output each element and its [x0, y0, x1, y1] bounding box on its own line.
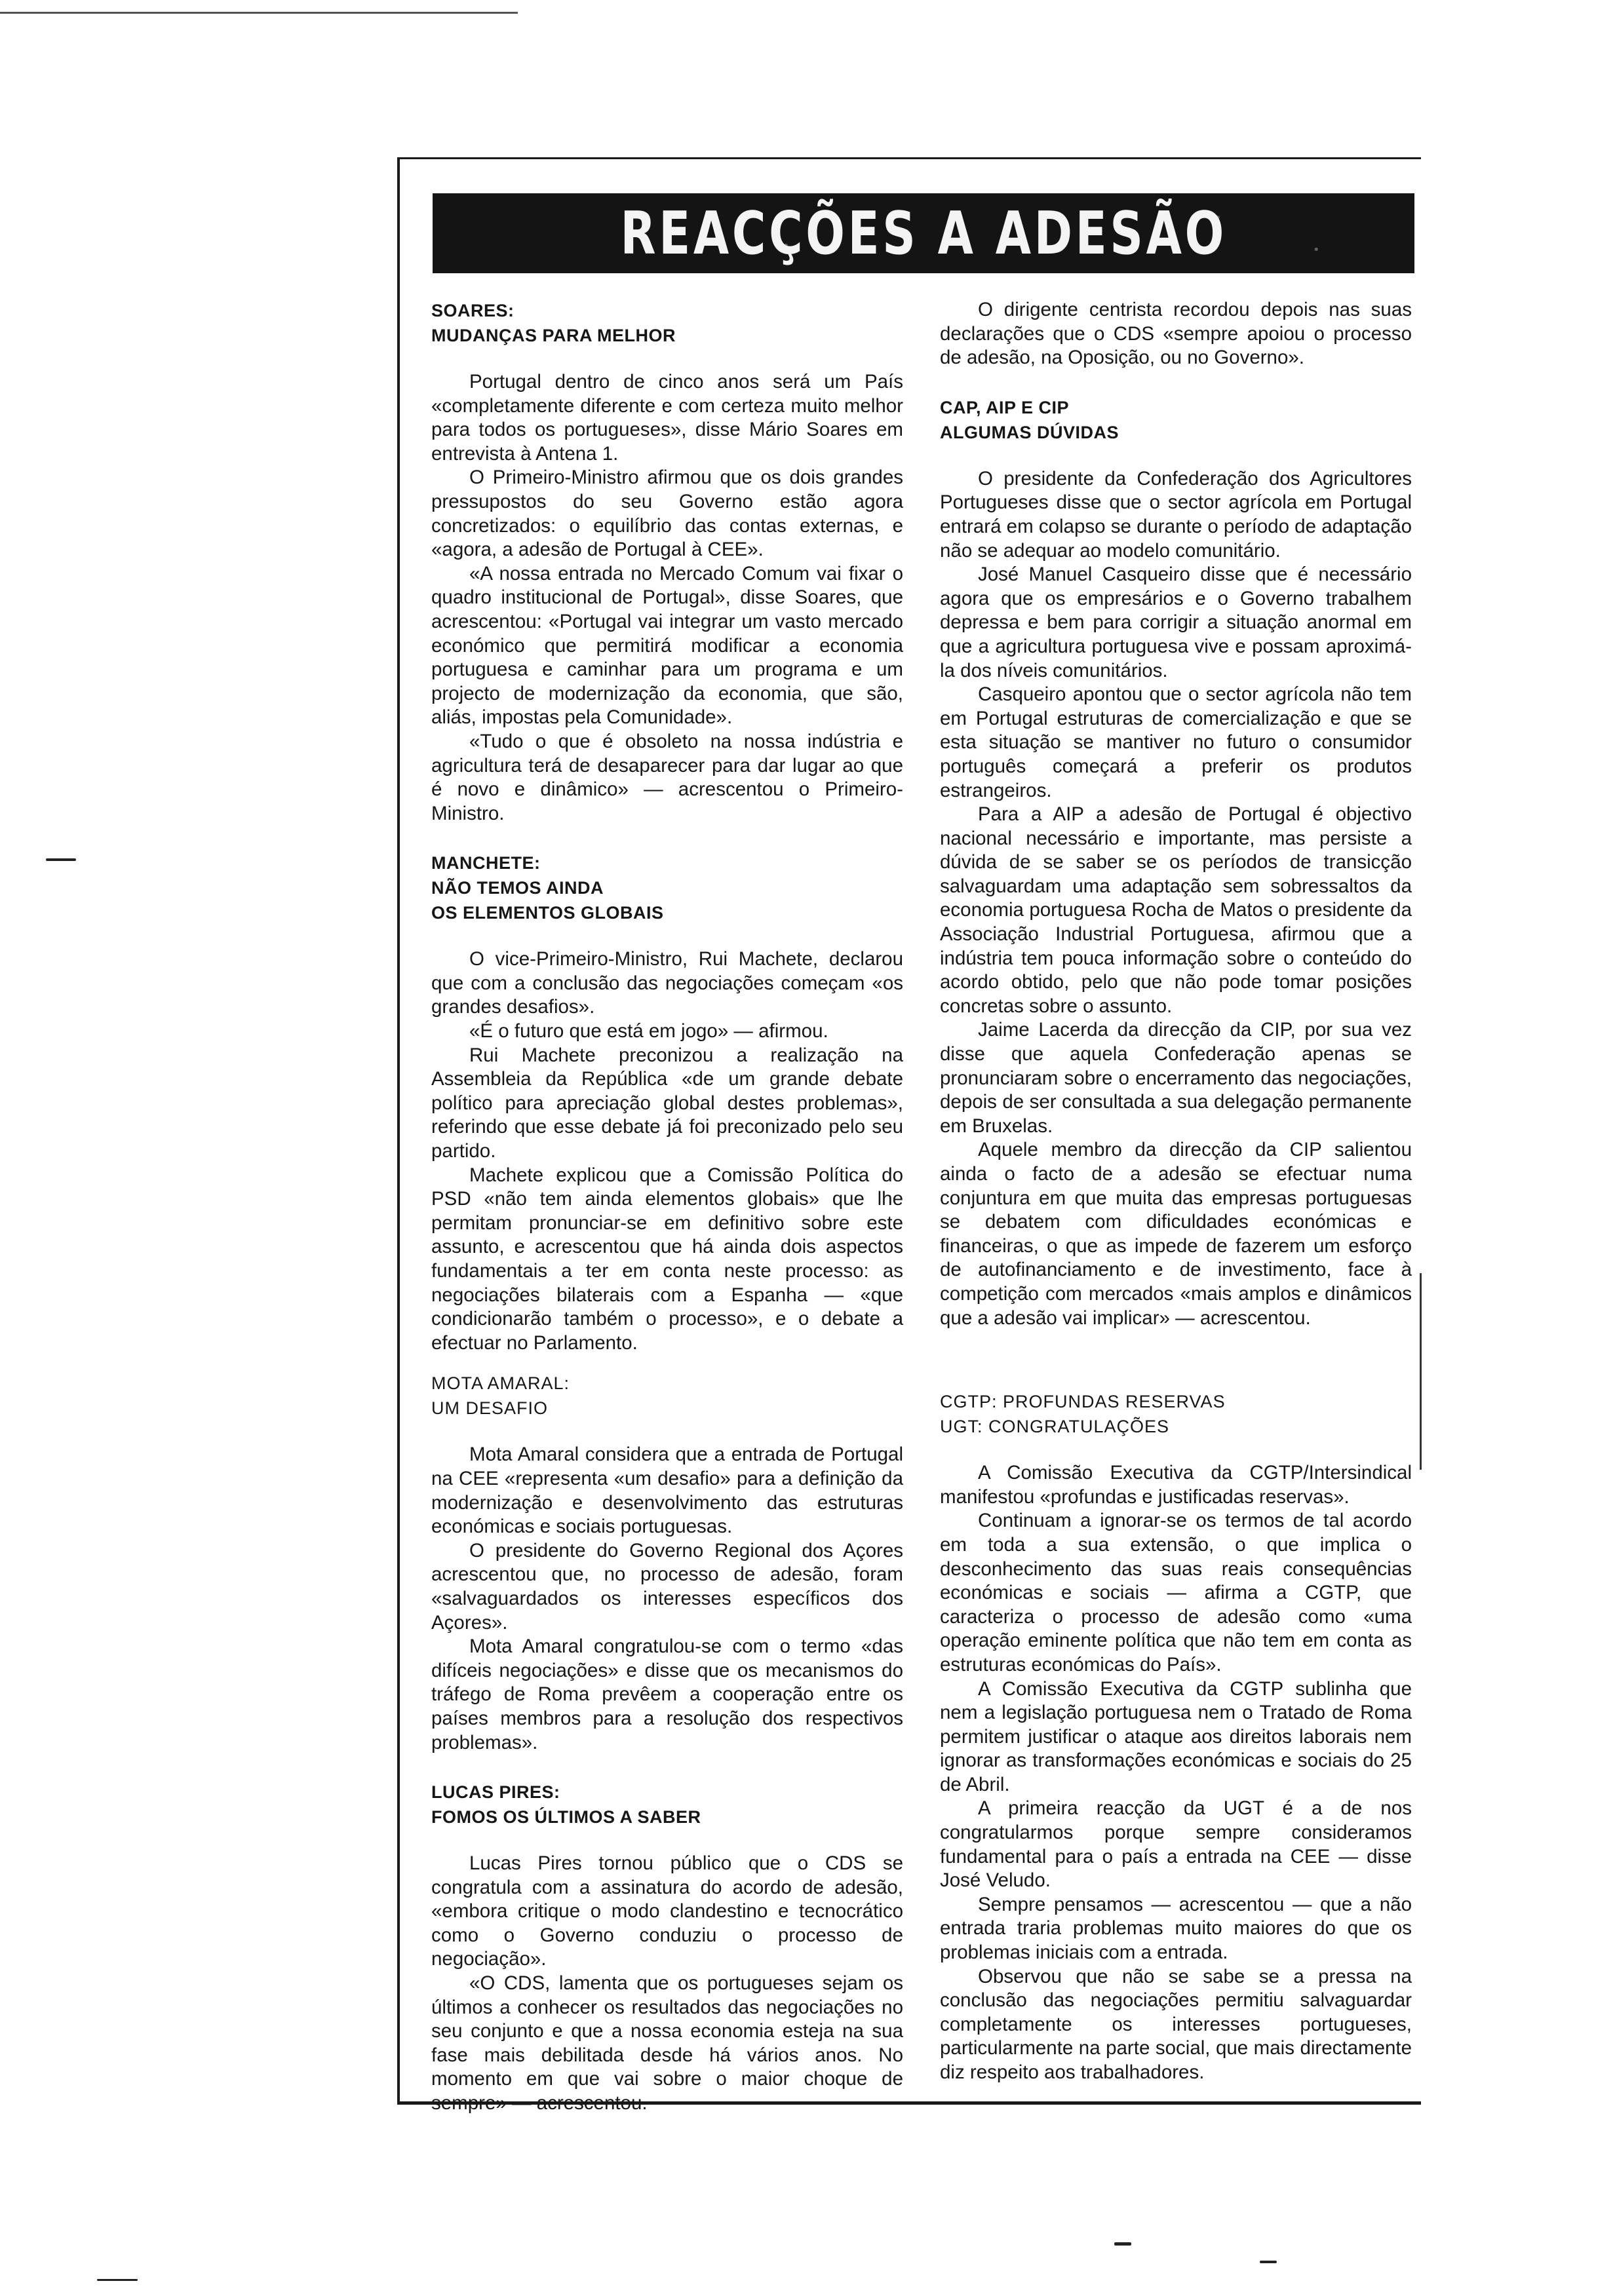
section-heading: [431, 851, 903, 925]
paragraph: O dirigente centrista recordou depois nas suas declarações que o CDS «sempre apoiou o processo de adesão, na Oposição, ou no Governo».: [940, 299, 1412, 369]
section-heading: [431, 298, 903, 348]
paragraph: Portugal dentro de cinco anos será um País «completamente diferente e com certeza muito melhor para todos os portugueses», disse Mário Soares em entrevista à Antena 1.: [431, 371, 903, 465]
paragraph: Continuam a ignorar-se os termos de tal acordo em toda a sua extensão, o que implica o desconhecimento das suas reais consequências económicas e sociais — afirma a CGTP, que caracteriza o processo de adesão como «uma operação eminente política que não tem em conta as estruturas económicas do País».: [940, 1510, 1412, 1675]
heading-line: LUCAS PIRES:: [431, 1782, 560, 1803]
paragraph: Observou que não se sabe se a pressa na conclusão das negociações permitiu salvaguardar completamente os interesses portugueses, particularmente na parte social, que mais directamente diz respeito aos trabalhadores.: [940, 1965, 1412, 2083]
heading-line: UGT: CONGRATULAÇÕES: [940, 1417, 1170, 1437]
paragraph: «Tudo o que é obsoleto na nossa indústria e agricultura terá de desaparecer para dar lugar ao que é novo e dinâmico» — acrescentou o Primeiro-Ministro.: [431, 730, 903, 824]
paragraph: Sempre pensamos — acrescentou — que a não entrada traria problemas muito maiores do que os problemas iniciais com a entrada.: [940, 1893, 1412, 1964]
scan-speck: [46, 858, 76, 861]
scan-speck: [1260, 2261, 1277, 2263]
heading-line: OS ELEMENTOS GLOBAIS: [431, 903, 664, 923]
paragraph: Para a AIP a adesão de Portugal é objectivo nacional necessário e importante, mas persiste a dúvida de se saber se os períodos de transicção salvaguardam uma adaptação sem sobressaltos da economia portuguesa Rocha de Matos o presidente da Associação Industrial Portuguesa, afirmou que a indústria tem pouca informação sobre o conteúdo do acordo obtido, pelo que não pode tomar posições concretas sobre o assunto.: [940, 803, 1412, 1017]
paragraph: «A nossa entrada no Mercado Comum vai fixar o quadro institucional de Portugal», disse Soares, que acrescentou: «Portugal vai integrar um vasto mercado económico que permitirá modificar a economia portuguesa e caminhar para um programa e um projecto de modernização da economia, que são, aliás, impostas pela Comunidade».: [431, 562, 903, 729]
paragraph: Casqueiro apontou que o sector agrícola não tem em Portugal estruturas de comercialização e que se esta situação se mantiver no futuro o consumidor português começará a preferir os produtos estrangeiros.: [940, 683, 1412, 801]
heading-line: ALGUMAS DÚVIDAS: [940, 422, 1119, 442]
paragraph: «O CDS, lamenta que os portugueses sejam os últimos a conhecer os resultados das negociações no seu conjunto e que a nossa economia esteja na sua fase mais debilitada desde há vários anos. No momento em que vai sobre o maior choque de sempre» — acrescentou.: [431, 1972, 903, 2114]
paragraph: Jaime Lacerda da direcção da CIP, por sua vez disse que aquela Confederação apenas se pronunciaram sobre o encerramento das negociações, depois de ser consultada a sua delegação permanente em Bruxelas.: [940, 1019, 1412, 1137]
heading-line: SOARES:: [431, 301, 515, 320]
heading-line: MOTA AMARAL:: [431, 1373, 570, 1394]
section-heading: [431, 1780, 903, 1829]
scan-border-line: [0, 12, 518, 14]
paragraph: A primeira reacção da UGT é a de nos congratularmos porque sempre consideramos fundamental para o país a entrada na CEE — disse José Veludo.: [940, 1797, 1412, 1892]
heading-line: NÃO TEMOS AINDA: [431, 878, 604, 898]
paragraph: Mota Amaral considera que a entrada de Portugal na CEE «representa «um desafio» para a definição da modernização e desenvolvimento das estruturas económicas e sociais portuguesas.: [431, 1444, 903, 1538]
left-column: [431, 298, 903, 2116]
heading-line: MUDANÇAS PARA MELHOR: [431, 326, 676, 345]
scan-speck: [97, 2279, 138, 2281]
heading-line: CGTP: PROFUNDAS RESERVAS: [940, 1392, 1226, 1412]
section-heading: [940, 1389, 1412, 1439]
paragraph: O vice-Primeiro-Ministro, Rui Machete, declarou que com a conclusão das negociações começam «os grandes desafios».: [431, 948, 903, 1018]
section-heading: [431, 1371, 903, 1421]
right-column: [940, 298, 1412, 2085]
paragraph: A Comissão Executiva da CGTP/Intersindical manifestou «profundas e justificadas reservas».: [940, 1462, 1412, 1508]
heading-line: CAP, AIP E CIP: [940, 397, 1070, 417]
paragraph: O presidente do Governo Regional dos Açores acrescentou que, no processo de adesão, foram «salvaguardados os interesses específicos dos Açores».: [431, 1539, 903, 1634]
paragraph: Aquele membro da direcção da CIP salientou ainda o facto de a adesão se efectuar numa conjuntura em que muita das empresas portuguesas se debatem com dificuldades económicas e financeiras, o que as impede de fazerem um esforço de autofinanciamento e de investimento, face à competição com mercados «mais amplos e dinâmicos que a adesão vai implicar» — acrescentou.: [940, 1139, 1412, 1329]
paragraph: «É o futuro que está em jogo» — afirmou.: [469, 1020, 828, 1043]
paragraph: Rui Machete preconizou a realização na Assembleia da República «de um grande debate político para apreciação global destes problemas», referindo que esse debate já foi preconizado pelo seu partido.: [431, 1044, 903, 1162]
banner: [433, 193, 1414, 273]
column-edge-rule: [1420, 1273, 1422, 1470]
newspaper-article: [397, 157, 1421, 2114]
paragraph: O presidente da Confederação dos Agricultores Portugueses disse que o sector agrícola em Portugal entrará em colapso se durante o período de adaptação não se adequar ao modelo comunitário.: [940, 467, 1412, 562]
paragraph: José Manuel Casqueiro disse que é necessário agora que os empresários e o Governo trabalhem depressa e bem para corrigir a situação anormal em que a agricultura portuguesa vive e possam aproximá-la dos níveis comunitários.: [940, 564, 1412, 681]
scan-speck: [1114, 2242, 1131, 2246]
paragraph: Mota Amaral congratulou-se com o termo «das difíceis negociações» e disse que os mecanismos do tráfego de Roma prevêem a cooperação entre os países membros para a resolução dos respectivos problemas».: [431, 1636, 903, 1753]
banner-title: REACÇÕES A ADESÃO: [620, 199, 1227, 268]
paragraph: O Primeiro-Ministro afirmou que os dois grandes pressupostos do seu Governo estão agora concretizados: o equilíbrio das contas externas, e «agora, a adesão de Portugal à CEE».: [431, 467, 903, 561]
section-heading: [940, 395, 1412, 445]
heading-line: FOMOS OS ÚLTIMOS A SABER: [431, 1807, 701, 1827]
heading-line: MANCHETE:: [431, 853, 541, 873]
paragraph: A Comissão Executiva da CGTP sublinha que nem a legislação portuguesa nem o Tratado de Roma permitem justificar o ataque aos direitos laborais nem ignorar as transformações económicas e sociais do 25 de Abril.: [940, 1677, 1412, 1795]
heading-line: UM DESAFIO: [431, 1398, 549, 1419]
paragraph: Machete explicou que a Comissão Política do PSD «não tem ainda elementos globais» que lhe permitam pronunciar-se em definitivo sobre este assunto, e acrescentou que há ainda dois aspectos fundamentais a ter em conta neste processo: as negociações bilaterais com a Espanha — «que condicionarão também o processo», e o debate a efectuar no Parlamento.: [431, 1164, 903, 1354]
paragraph: Lucas Pires tornou público que o CDS se congratula com a assinatura do acordo de adesão, «embora critique o modo clandestino e tecnocrático como o Governo conduziu o processo de negociação».: [431, 1852, 903, 1970]
